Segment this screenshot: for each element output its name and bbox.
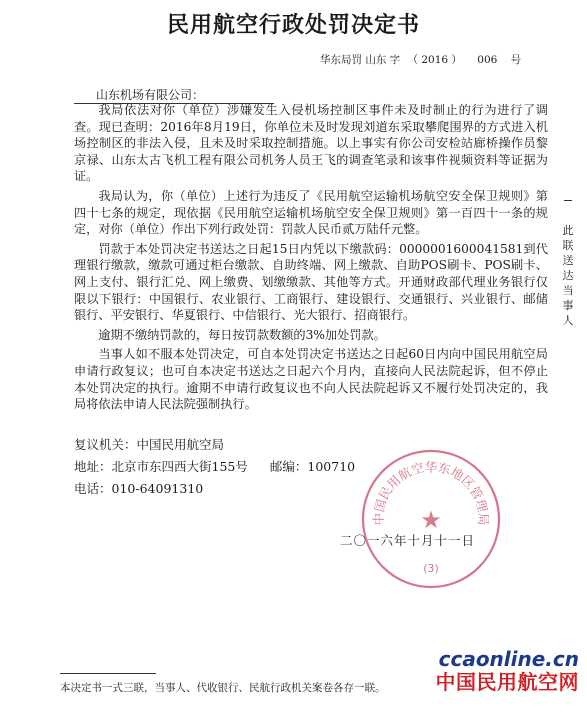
review-address-label: 地址： [74, 459, 112, 474]
review-phone: 010-64091310 [111, 481, 204, 496]
document-number [320, 52, 525, 67]
review-authority: 中国民用航空局 [136, 437, 225, 452]
official-seal [356, 444, 506, 594]
review-phone-row [74, 478, 355, 500]
paragraph-late-penalty: 逾期不缴纳罚款的，每日按罚款数额的3%加处罚款。 [98, 327, 386, 342]
watermark-name: 中国民用航空网 [435, 670, 579, 694]
doc-number-prefix: 华东局罚 山东 字 [320, 54, 401, 66]
footnote: 本决定书一式三联，当事人、代收银行、民航行政机关案卷各存一联。 [60, 682, 386, 694]
doc-number-value: 006 [477, 54, 498, 66]
review-address-row [74, 456, 355, 478]
seal-number: (3) [423, 562, 439, 575]
watermark-url: ccaonline.cn [438, 647, 579, 671]
addressee: 山东机场有限公司： [74, 87, 274, 104]
side-copy-label [560, 200, 576, 328]
side-label-text: 此联送达当事人 [562, 224, 574, 327]
side-dash [564, 200, 572, 201]
review-phone-label: 电话： [74, 481, 112, 496]
review-authority-label: 复议机关： [74, 437, 137, 452]
seal-text: 中国民用航空华东地区管理局 [370, 459, 492, 526]
review-address: 北京市东四西大街155号 [111, 459, 248, 474]
doc-number-year: （ 2016 ） [407, 54, 462, 66]
review-authority-row [74, 434, 355, 456]
doc-number-suffix: 号 [510, 54, 522, 66]
footnote-divider [60, 673, 156, 674]
seal-star-icon: ★ [420, 506, 442, 534]
paragraph-investigation: 我局依法对你（单位）涉嫌发生入侵机场控制区事件未及时制止的行为进行了调查。现已查明：2016年8月19日，你单位未及时发现刘道东采取攀爬围界的方式进入机场控制区的非法入侵，且未及时采取控制措施。以上事实有你公司安检站廊桥操作员黎京禄、山东太古飞机工程有限公司机务人员王飞的调查笔录和该事件视频资料等证据为证。 [74, 103, 548, 184]
document-title: 民用航空行政处罚决定书 [166, 12, 420, 38]
issue-date: 二〇一六年十月十一日 [340, 533, 476, 548]
site-watermark [436, 648, 580, 694]
paragraph-decision: 我局认为，你（单位）上述行为违反了《民用航空运输机场航空安全保卫规则》第四十七条的规定，现依据《民用航空运输机场航空安全保卫规则》第一百四十一条的规定，对你（单位）作出下列行政处罚：罚款人民币贰万陆仟元整。 [74, 188, 548, 237]
review-contact [74, 434, 355, 500]
paragraph-appeal: 当事人如不服本处罚决定，可自本处罚决定书送达之日起60日内向中国民用航空局申请行政复议；也可自本决定书送达之日起六个月内，直接向人民法院起诉，但不停止本处罚决定的执行。逾期不申请行政复议也不向人民法院起诉又不履行处罚决定的，我局将依法申请人民法院强制执行。 [74, 347, 548, 412]
document-body [74, 102, 548, 416]
review-postcode-label: 邮编： [269, 459, 308, 474]
review-postcode: 100710 [307, 459, 356, 474]
paragraph-payment: 罚款于本处罚决定书送达之日起15日内凭以下缴款码：0000001600041581到代理银行缴款，缴款可通过柜台缴款、自助终端、网上缴款、自助POS刷卡、POS刷卡、网上支付、银行汇兑、网上缴费、划缴缴款、其他等方式。开通财政部代理业务银行仅限以下银行：中国银行、农业银行、工商银行、建设银行、交通银行、兴业银行、邮储银行、平安银行、华夏银行、中信银行、光大银行、招商银行。 [74, 241, 548, 323]
